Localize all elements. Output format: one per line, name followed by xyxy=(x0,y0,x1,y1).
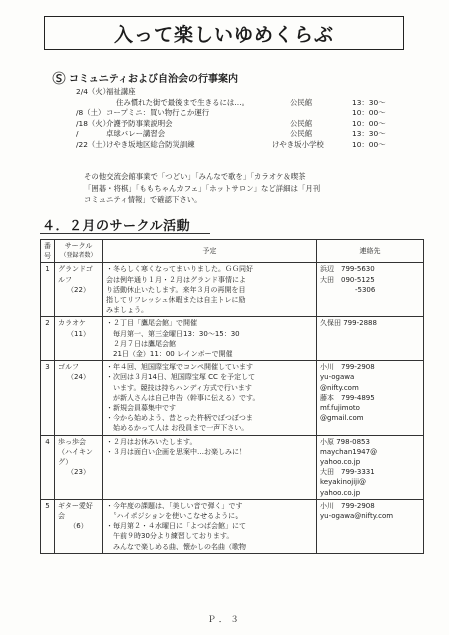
row-number: 4 xyxy=(41,435,55,499)
table-header-row xyxy=(41,240,424,263)
event-row xyxy=(76,129,426,140)
contact-line: yu-ogawa@nifty.com xyxy=(320,512,394,521)
plan-line: います。競技は持ちハンディ方式で行います xyxy=(106,383,252,392)
plan-line: 21日（金）11：00 レインボーで開催 xyxy=(106,350,233,359)
event-venue: 公民館 xyxy=(290,118,313,128)
row-number: 1 xyxy=(41,263,55,317)
contact-line: 小川 799-2908 xyxy=(320,501,375,510)
page-title: 入って楽しいゆめくらぶ xyxy=(44,16,404,50)
circle-cell xyxy=(55,361,103,435)
event-venue: けやき坂小学校 xyxy=(272,139,324,149)
plan-line: ・今年度の課題は、「美しい音で弾く」です xyxy=(106,501,243,510)
plan-cell xyxy=(103,263,317,317)
plan-line: ・次回は３月14日、旭国際宝塚 CC を予定して xyxy=(106,373,256,382)
contact-line: -5306 xyxy=(320,285,376,294)
plan-line: 始めるかって人は お役員まで一声下さい。 xyxy=(106,424,249,433)
event-name: けやき坂地区総合防災訓練 xyxy=(106,139,195,149)
event-time: 13：30～ xyxy=(352,129,386,139)
contact-line: 大田 799-3331 xyxy=(320,468,375,477)
note-line: コミュニティ情報」で確認下さい。 xyxy=(84,195,202,204)
plan-line: ・３月は面白い企画を思案中…お楽しみに！ xyxy=(106,447,246,456)
plan-cell xyxy=(103,361,317,435)
contact-line: 小川 799-2908 xyxy=(320,363,375,372)
event-time: 10：00～ xyxy=(352,139,386,149)
contact-line: @nifty.com xyxy=(320,383,359,392)
member-count: （6） xyxy=(69,522,88,531)
event-time: 10：00～ xyxy=(352,108,386,118)
contact-cell xyxy=(317,361,424,435)
circle-name: 歩っ歩会（ハイキング） xyxy=(58,437,93,467)
event-date: /8（土） xyxy=(76,108,106,118)
plan-line: ・毎月第２・４水曜日に「よつば会館」にて xyxy=(106,522,246,531)
table-row xyxy=(41,263,424,317)
event-row xyxy=(76,108,426,119)
event-venue: 公民館 xyxy=(290,129,313,139)
header-plan: 予定 xyxy=(103,240,317,263)
header-contact: 連絡先 xyxy=(317,240,424,263)
circle-cell xyxy=(55,499,103,553)
heading-underline xyxy=(40,233,210,234)
row-number: 5 xyxy=(41,499,55,553)
row-number: 2 xyxy=(41,317,55,361)
plan-line: 会は例年通り１月・２月はグランド事情によ xyxy=(106,275,246,284)
event-list xyxy=(76,87,426,151)
circle-name: カラオケ xyxy=(58,319,86,328)
member-count: （23） xyxy=(67,468,90,477)
circle-name: グランドゴルフ xyxy=(58,265,93,284)
plan-line: ・年４回、旭国際宝塚でコンペ開催しています xyxy=(106,363,253,372)
contact-line: 藤本 799-4895 xyxy=(320,393,375,402)
event-date: 2/4（火） xyxy=(76,87,111,96)
event-name: 介護予防事業説明会 xyxy=(106,118,173,128)
header-circle-label: サークル xyxy=(64,242,93,250)
contact-line: keyakinojiji@ xyxy=(320,478,367,487)
plan-line: が新人さんは自己申告（幹事に伝える）です。 xyxy=(106,393,260,402)
contact-line: mf.fujimoto xyxy=(320,404,360,413)
contact-line: 浜辺 799-5630 xyxy=(320,265,375,274)
note-line: 「囲碁・将棋」「ももちゃんカフェ」「ホットサロン」など詳細は「月刊 xyxy=(84,183,321,193)
plan-line: ・２丁目「鷹尾会館」で開催 xyxy=(106,319,197,328)
circle-name: ゴルフ xyxy=(58,363,79,372)
member-count: （11） xyxy=(67,329,90,338)
table-row xyxy=(41,361,424,435)
plan-line: みましょう。 xyxy=(106,306,148,315)
plan-cell xyxy=(103,317,317,361)
event-name: 福祉講座 xyxy=(106,87,136,96)
plan-line: 午前９時30分より練習しております。 xyxy=(106,532,234,541)
contact-line: yu-ogawa xyxy=(320,373,355,382)
contact-line: 大田 090-5125 xyxy=(320,275,375,284)
member-count: （22） xyxy=(67,285,90,294)
circle-name: ギター愛好会 xyxy=(58,501,93,521)
contact-cell xyxy=(317,263,424,317)
contact-line: maychan1947@ xyxy=(320,447,378,456)
event-row xyxy=(76,98,426,109)
plan-line: ・２月はお休みいたします。 xyxy=(106,437,197,446)
header-circle-sub: （登録者数） xyxy=(60,252,97,260)
row-number: 3 xyxy=(41,361,55,435)
circle-cell xyxy=(55,435,103,499)
circle-cell xyxy=(55,317,103,361)
event-name: 住み慣れた街で最後まで生きるには…。 xyxy=(116,97,250,107)
page-number: Ｐ．３ xyxy=(207,615,242,625)
plan-line: 〝ハイポジションを使いこなせるように〟 xyxy=(106,512,243,521)
table-row xyxy=(41,317,424,361)
event-venue: 公民館 xyxy=(290,97,313,107)
event-name: コープミニ：買い物行こか運行 xyxy=(106,108,210,118)
note-line: その他交流会館事業で「つどい」「みんなで歌を」「カラオケ＆喫茶 xyxy=(84,172,306,181)
contact-cell xyxy=(317,317,424,361)
member-count: （24） xyxy=(67,373,90,382)
plan-cell xyxy=(103,499,317,553)
plan-line: ２月７日は鷹尾会館 xyxy=(106,339,176,348)
event-date: /22（土） xyxy=(76,139,111,149)
contact-cell xyxy=(317,499,424,553)
event-date: / xyxy=(76,129,79,139)
section1-heading xyxy=(52,70,238,85)
circle-activity-table xyxy=(40,239,424,554)
plan-line: ・今から始めよう、昔とった杵柄でぼつぼつま xyxy=(106,414,253,423)
swirl-logo-icon xyxy=(52,71,66,85)
event-row xyxy=(76,87,426,98)
plan-line: みんなで楽しめる曲、懐かしの名曲（歌物 xyxy=(106,542,246,551)
plan-line: ・冬らしく寒くなってまいりました。ＧＧ同好 xyxy=(106,265,253,274)
contact-line: 久保田 799-2888 xyxy=(320,319,377,328)
header-no: 番号 xyxy=(41,240,55,263)
header-circle xyxy=(55,240,103,263)
circle-cell xyxy=(55,263,103,317)
event-name: 卓球バレー講習会 xyxy=(106,129,166,139)
section1-heading-text: コミュニティおよび自治会の行事案内 xyxy=(69,74,238,85)
contact-line: 小原 798-0853 xyxy=(320,437,370,446)
event-time: 10：00～ xyxy=(352,118,386,128)
event-date: /18（火） xyxy=(76,118,111,128)
event-time: 13：30～ xyxy=(352,97,386,107)
event-row xyxy=(76,119,426,130)
plan-line: り活動休止いたします。来年３月の再開を目 xyxy=(106,285,246,294)
contact-line: yahoo.co.jp xyxy=(320,458,361,467)
plan-line: ・新規会員募集中です xyxy=(106,404,176,413)
contact-line: @gmail.com xyxy=(320,414,364,423)
contact-line: yahoo.co.jp xyxy=(320,488,361,497)
table-row xyxy=(41,499,424,553)
plan-line: 指してリフレッシュ休暇または自主トレに励 xyxy=(106,296,246,305)
table-row xyxy=(41,435,424,499)
plan-cell xyxy=(103,435,317,499)
event-row xyxy=(76,140,426,151)
contact-cell xyxy=(317,435,424,499)
other-events-note xyxy=(84,171,384,206)
section2-heading: ４．２月のサークル活動 xyxy=(42,219,191,234)
plan-line: 毎月第一、第三金曜日13：30～15：30 xyxy=(106,329,240,338)
